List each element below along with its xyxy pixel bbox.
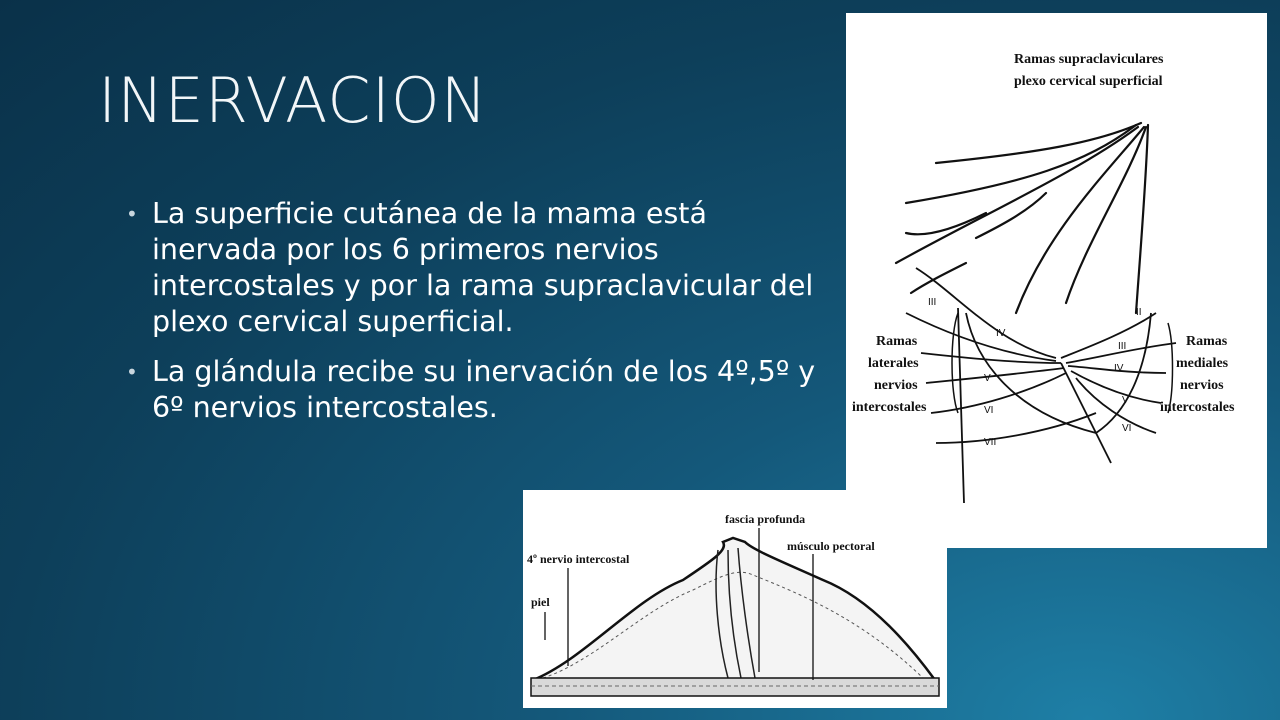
supraclavicular-branches: [896, 123, 1148, 313]
nerve-diagram-figure: [846, 13, 1267, 548]
svg-text:II: II: [1136, 307, 1142, 318]
label-supraclavicular-2: plexo cervical superficial: [1014, 74, 1163, 89]
label-lateral-3: nervios: [874, 378, 918, 393]
breast-section-figure: [523, 490, 947, 708]
svg-text:V: V: [984, 373, 991, 384]
lateral-bracket: [952, 313, 958, 413]
svg-text:III: III: [928, 297, 937, 308]
bullet-dot-icon: •: [126, 202, 138, 226]
slide-title: INERVACION: [98, 64, 489, 137]
svg-text:IV: IV: [996, 328, 1006, 339]
pectoral-muscle-layer: [531, 678, 939, 696]
label-medial-4: intercostales: [1160, 400, 1235, 415]
label-fascia: fascia profunda: [725, 512, 806, 526]
label-lateral-4: intercostales: [852, 400, 927, 415]
bullet-item: [126, 196, 826, 340]
intercostal-branches: [906, 268, 1176, 503]
breast-section-illustration: [523, 490, 947, 708]
bullet-text: La superficie cutánea de la mama está inervada por los 6 primeros nervios intercostales y por la rama supraclavicular del plexo cervical superficial.: [152, 197, 814, 338]
svg-text:IV: IV: [1114, 363, 1124, 374]
label-medial-1: Ramas: [1186, 334, 1228, 349]
label-skin: piel: [531, 595, 550, 609]
svg-text:VI: VI: [984, 405, 994, 416]
svg-text:VI: VI: [1122, 423, 1132, 434]
bullet-item: [126, 354, 826, 426]
label-medial-2: mediales: [1176, 356, 1229, 371]
bullet-list: [126, 196, 826, 440]
svg-text:VII: VII: [984, 437, 997, 448]
label-supraclavicular-1: Ramas supraclaviculares: [1014, 52, 1164, 67]
bullet-dot-icon: •: [126, 360, 138, 384]
svg-text:III: III: [1118, 341, 1127, 352]
label-nerve: 4º nervio intercostal: [527, 552, 630, 566]
bullet-text: La glándula recibe su inervación de los 4º,5º y 6º nervios intercostales.: [152, 355, 816, 424]
svg-text:V: V: [1122, 395, 1129, 406]
label-muscle: músculo pectoral: [787, 539, 875, 553]
nerve-diagram-illustration: [846, 13, 1267, 548]
label-lateral-1: Ramas: [876, 334, 918, 349]
label-medial-3: nervios: [1180, 378, 1224, 393]
label-lateral-2: laterales: [868, 356, 919, 371]
